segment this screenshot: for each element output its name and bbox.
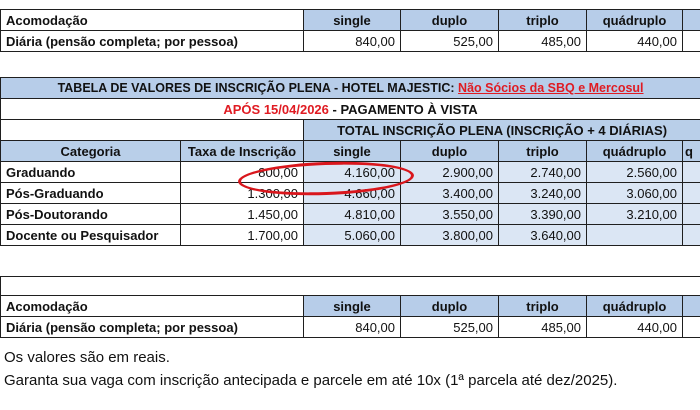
top-accommodation-table [0,9,700,52]
daily-rate-label: Diária (pensão completa; por pessoa) [1,317,304,338]
total-single-cell: 4.660,00 [304,183,401,204]
col-header-cut: q [683,141,700,162]
total-single-cell: 5.060,00 [304,225,401,246]
table-row [1,277,700,296]
category-cell: Pós-Graduando [1,183,181,204]
table-row [1,296,700,317]
accommodation-label: Acomodação [1,296,304,317]
col-header-categoria: Categoria [1,141,181,162]
title-text: TABELA DE VALORES DE INSCRIÇÃO PLENA - HOTEL MAJESTIC: [57,80,459,95]
header-triplo: triplo [499,10,587,31]
total-duplo-cell: 3.550,00 [401,204,499,225]
daily-quadruplo: 440,00 [587,31,683,52]
category-cell: Pós-Doutorando [1,204,181,225]
total-duplo-cell: 3.800,00 [401,225,499,246]
header-duplo: duplo [401,296,499,317]
table-cell-cut [683,183,700,204]
total-duplo-cell: 3.400,00 [401,183,499,204]
total-group-header: TOTAL INSCRIÇÃO PLENA (INSCRIÇÃO + 4 DIÁRIAS) [304,120,700,141]
total-triplo-cell: 3.390,00 [499,204,587,225]
non-members-link[interactable]: Não Sócios da SBQ e Mercosul [458,80,644,95]
daily-triplo: 485,00 [499,31,587,52]
header-quadruplo: quádruplo [587,296,683,317]
total-single-cell: 4.810,00 [304,204,401,225]
col-header-duplo: duplo [401,141,499,162]
table-row [1,31,700,52]
col-header-quadruplo: quádruplo [587,141,683,162]
total-quadruplo-cell: 3.210,00 [587,204,683,225]
accommodation-label: Acomodação [1,10,304,31]
daily-triplo: 485,00 [499,317,587,338]
header-duplo: duplo [401,10,499,31]
table-cell-cut [683,317,700,338]
col-header-triplo: triplo [499,141,587,162]
total-duplo-cell: 2.900,00 [401,162,499,183]
daily-duplo: 525,00 [401,317,499,338]
total-triplo-cell: 3.640,00 [499,225,587,246]
total-triplo-cell: 3.240,00 [499,183,587,204]
fee-cell: 1.700,00 [181,225,304,246]
category-cell: Graduando [1,162,181,183]
daily-single: 840,00 [304,317,401,338]
total-quadruplo-cell: 3.060,00 [587,183,683,204]
fee-cell: 800,00 [181,162,304,183]
daily-duplo: 525,00 [401,31,499,52]
table-row [1,78,700,99]
daily-rate-label: Diária (pensão completa; por pessoa) [1,31,304,52]
col-header-taxa: Taxa de Inscrição [181,141,304,162]
table-row [1,141,700,162]
table-row [1,120,700,141]
table-subtitle [1,99,700,120]
table-cell-cut [683,225,700,246]
table-cell-cut [683,204,700,225]
bottom-accommodation-table [0,276,700,338]
header-quadruplo: quádruplo [587,10,683,31]
table-row [1,317,700,338]
payment-terms: - PAGAMENTO À VISTA [328,101,478,117]
category-cell: Docente ou Pesquisador [1,225,181,246]
installment-note: Garanta sua vaga com inscrição antecipada e parcele em até 10x (1ª parcela até dez/2025). [4,372,618,389]
table-cell-cut [683,296,700,317]
total-quadruplo-cell [587,225,683,246]
header-single: single [304,10,401,31]
table-cell-cut [683,10,700,31]
col-header-single: single [304,141,401,162]
table-row [1,183,700,204]
table-title [1,78,700,99]
table-row [1,204,700,225]
registration-fee-table [0,77,700,246]
fee-cell: 1.450,00 [181,204,304,225]
blank-cell [1,120,304,141]
deadline-date: APÓS 15/04/2026 [223,101,329,117]
table-cell-cut [683,162,700,183]
table-cell-cut [683,31,700,52]
table-row [1,10,700,31]
daily-quadruplo: 440,00 [587,317,683,338]
table-row [1,225,700,246]
total-single-cell: 4.160,00 [304,162,401,183]
header-single: single [304,296,401,317]
header-triplo: triplo [499,296,587,317]
daily-single: 840,00 [304,31,401,52]
total-quadruplo-cell: 2.560,00 [587,162,683,183]
table-row [1,162,700,183]
fee-cell: 1.300,00 [181,183,304,204]
blank-row [1,277,700,296]
currency-note: Os valores são em reais. [4,349,170,366]
total-triplo-cell: 2.740,00 [499,162,587,183]
table-row [1,99,700,120]
